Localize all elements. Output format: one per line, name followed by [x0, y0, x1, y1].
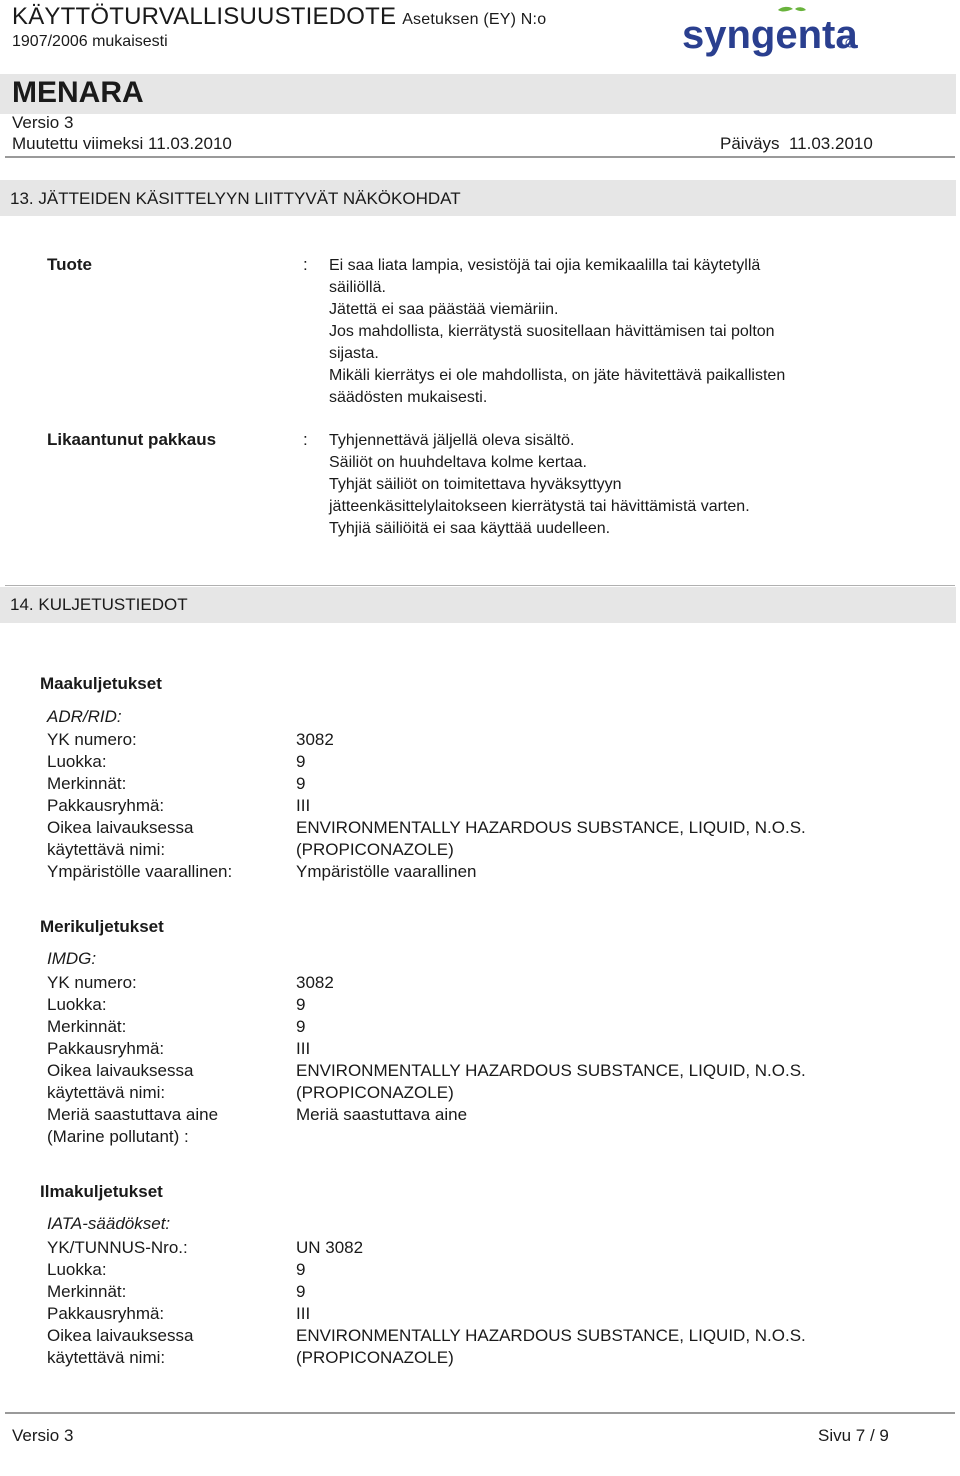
version-label: Versio 3: [12, 113, 74, 132]
field-value: III: [296, 1039, 311, 1058]
syngenta-logo-graphic: [680, 6, 862, 60]
text-line: säiliöllä.: [329, 279, 386, 296]
iata-label: IATA-säädökset:: [47, 1214, 171, 1233]
field-value: (PROPICONAZOLE): [296, 1083, 454, 1102]
field-value: 9: [296, 1017, 306, 1036]
land-transport-heading: Maakuljetukset: [40, 674, 162, 693]
waste-product-label: Tuote: [47, 255, 93, 274]
modified-date: Muutettu viimeksi 11.03.2010: [12, 134, 232, 153]
text-line: sijasta.: [329, 345, 379, 362]
sea-transport-heading: Merikuljetukset: [40, 917, 164, 936]
section-13-title: 13. JÄTTEIDEN KÄSITTELYYN LIITTYVÄT NÄKÖKOHDAT: [10, 189, 461, 208]
field-label: Luokka:: [47, 1260, 107, 1279]
field-value: 9: [296, 752, 306, 771]
field-value: UN 3082: [296, 1238, 364, 1257]
text-line: Ei saa liata lampia, vesistöjä tai ojia kemikaalilla tai käytetyllä: [329, 257, 761, 274]
field-value: ENVIRONMENTALLY HAZARDOUS SUBSTANCE, LIQUID, N.O.S.: [296, 1061, 806, 1080]
field-value: 3082: [296, 730, 334, 749]
field-value: ENVIRONMENTALLY HAZARDOUS SUBSTANCE, LIQUID, N.O.S.: [296, 1326, 806, 1345]
field-label: Luokka:: [47, 752, 107, 771]
field-label: käytettävä nimi:: [47, 1348, 166, 1367]
field-label: Oikea laivauksessa: [47, 1061, 194, 1080]
footer-divider: [5, 1412, 955, 1414]
document-title: [12, 3, 546, 31]
waste-product-colon: :: [303, 255, 308, 274]
field-label: Ympäristölle vaarallinen:: [47, 862, 233, 881]
field-label: Merkinnät:: [47, 774, 127, 793]
logo-wordmark: syngenta: [682, 13, 858, 57]
field-label: Luokka:: [47, 995, 107, 1014]
field-value: Meriä saastuttava aine: [296, 1105, 468, 1124]
leaf-icon: [778, 7, 806, 12]
section-14-divider: [5, 585, 955, 586]
field-label: (Marine pollutant) :: [47, 1127, 189, 1146]
text-line: Säiliöt on huuhdeltava kolme kertaa.: [329, 454, 587, 471]
field-value: ENVIRONMENTALLY HAZARDOUS SUBSTANCE, LIQUID, N.O.S.: [296, 818, 806, 837]
field-label: Merkinnät:: [47, 1282, 127, 1301]
field-label: Oikea laivauksessa: [47, 818, 194, 837]
field-value: 9: [296, 774, 306, 793]
field-label: Merkinnät:: [47, 1017, 127, 1036]
field-label: Oikea laivauksessa: [47, 1326, 194, 1345]
issue-date: [720, 134, 873, 154]
document-title-main: KÄYTTÖTURVALLISUUSTIEDOTE: [12, 3, 397, 30]
field-value: 9: [296, 995, 306, 1014]
footer-version: Versio 3: [12, 1426, 74, 1445]
field-value: 9: [296, 1260, 306, 1279]
field-value: III: [296, 1304, 311, 1323]
field-label: YK numero:: [47, 730, 137, 749]
adr-rid-label: ADR/RID:: [47, 707, 122, 726]
syngenta-logo: [680, 6, 862, 60]
page-number: Sivu 7 / 9: [818, 1426, 889, 1445]
contaminated-packaging-label: Likaantunut pakkaus: [47, 430, 217, 449]
regulation-reference: 1907/2006 mukaisesti: [12, 33, 168, 50]
field-label: käytettävä nimi:: [47, 840, 166, 859]
text-line: jätteenkäsittelylaitokseen kierrätystä tai hävittämistä varten.: [329, 498, 750, 515]
issue-date-label: Päiväys: [720, 134, 780, 153]
imdg-label: IMDG:: [47, 949, 97, 968]
field-value: III: [296, 796, 311, 815]
issue-date-value: 11.03.2010: [788, 134, 873, 153]
contaminated-packaging-colon: :: [303, 430, 308, 449]
field-value: (PROPICONAZOLE): [296, 1348, 454, 1367]
field-label: YK/TUNNUS-Nro.:: [47, 1238, 188, 1257]
section-14-title: 14. KULJETUSTIEDOT: [10, 595, 188, 614]
field-label: Pakkausryhmä:: [47, 1039, 165, 1058]
text-line: säädösten mukaisesti.: [329, 389, 488, 406]
text-line: Tyhjennettävä jäljellä oleva sisältö.: [329, 432, 575, 449]
field-label: YK numero:: [47, 973, 137, 992]
product-name: MENARA: [12, 76, 144, 109]
text-line: Jätettä ei saa päästää viemäriin.: [329, 301, 559, 318]
field-value: Ympäristölle vaarallinen: [296, 862, 477, 881]
field-value: (PROPICONAZOLE): [296, 840, 454, 859]
field-value: 3082: [296, 973, 334, 992]
field-value: 9: [296, 1282, 306, 1301]
air-transport-heading: Ilmakuljetukset: [40, 1182, 163, 1201]
field-label: Meriä saastuttava aine: [47, 1105, 219, 1124]
text-line: Jos mahdollista, kierrätystä suositellaan hävittämisen tai polton: [329, 323, 775, 340]
document-title-regulation: Asetuksen (EY) N:o: [402, 11, 547, 28]
field-label: Pakkausryhmä:: [47, 1304, 165, 1323]
field-label: käytettävä nimi:: [47, 1083, 166, 1102]
text-line: Tyhjiä säiliöitä ei saa käyttää uudelleen.: [329, 520, 611, 537]
text-line: Tyhjät säiliöt on toimitettava hyväksyttyyn: [329, 476, 622, 493]
text-line: Mikäli kierrätys ei ole mahdollista, on jäte hävitettävä paikallisten: [329, 367, 786, 384]
waste-product-text: [329, 255, 889, 409]
header-divider: [5, 156, 955, 158]
contaminated-packaging-text: [329, 430, 889, 540]
field-label: Pakkausryhmä:: [47, 796, 165, 815]
